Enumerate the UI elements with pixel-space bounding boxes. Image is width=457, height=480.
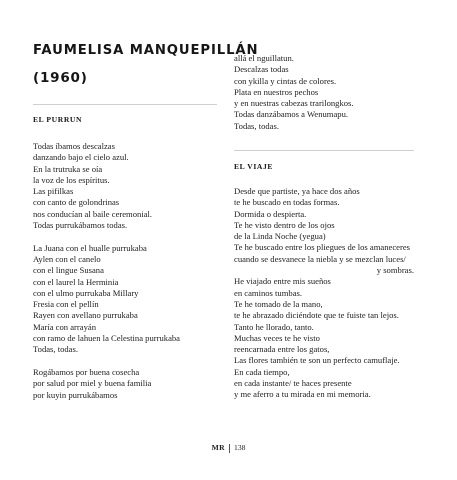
footer-separator [229,444,230,453]
verse-line: Todas purrukábamos todas. [33,220,128,231]
verse-line: en caminos tumbas. [234,287,303,298]
verse-line: reencarnada entre los gatos, [234,344,330,355]
author-name: FAUMELISA MANQUEPILLÁN [33,43,259,58]
verse-line: María con arrayán [33,321,96,332]
verse-line: te he buscado en todas formas. [234,197,340,208]
verse-line: con el ulmo purrukaba Millary [33,287,139,298]
verse-line: Todas íbamos descalzas [33,141,115,151]
verse-line: te he abrazado diciéndote que te fuiste tan lejos. [234,310,399,321]
verse-line: y en nuestras cabezas trarilongkos. [234,98,354,109]
verse-line: con ykilla y cintas de colores. [234,75,337,86]
publication-mark: MR [211,443,226,452]
verse-line: Muchas veces te he visto [234,332,320,343]
verse-line: con el lingue Susana [33,265,104,276]
verse-line: Dormida o despierta. [234,208,307,219]
verse-line: con canto de golondrinas [33,197,120,208]
verse-line: Desde que partiste, ya hace dos años [234,186,360,196]
verse-line: de la Linda Noche (yegua) [234,231,326,242]
verse-line: y sombras. [376,265,414,276]
verse-line: danzando bajo el cielo azul. [33,152,129,163]
poem-el-viaje-text [234,186,414,401]
verse-line: por salud por miel y buena familia [33,378,152,389]
verse-line: en cada instante/ te haces presente [234,378,352,389]
verse-line: Las pifilkas [33,186,74,197]
verse-line: allá el nguillatun. [234,53,294,63]
verse-line: la voz de los espíritus. [33,174,110,185]
verse-line: He viajado entre mis sueños [234,276,331,287]
verse-line: Fresia con el pellín [33,299,99,310]
verse-line: con ramo de lahuen la Celestina purrukaba [33,333,180,344]
verse-line: por kuyin purrukábamos [33,389,118,400]
verse-line: con el laurel la Herminia [33,276,119,287]
section-divider [33,104,217,105]
verse-line: La Juana con el hualle purrukaba [33,242,147,253]
page-footer [0,443,457,453]
verse-line: Te he tomado de la mano, [234,298,323,309]
poem-el-purrun-continued [234,53,414,132]
verse-line: Rogábamos por buena cosecha [33,366,140,377]
verse-line: En la trutruka se oía [33,163,103,174]
verse-line: Te he visto dentro de los ojos [234,219,335,230]
verse-line: Todas, todas. [234,120,279,131]
verse-line: nos conducían al baile ceremonial. [33,208,153,219]
verse-line: Plata en nuestros pechos [234,86,319,97]
verse-line: Tanto he llorado, tanto. [234,321,314,332]
verse-line: En cada tiempo, [234,366,290,377]
verse-line: Descalzas todas [234,64,289,75]
verse-line: Te he buscado entre los pliegues de los amaneceres [234,242,410,253]
author-year: (1960) [33,70,88,86]
page-number: 138 [234,443,246,452]
stanza-break [33,356,217,367]
verse-line: Todas, todas. [33,344,78,355]
poem-el-purrun-text [33,141,217,401]
verse-line: Aylen con el canelo [33,253,101,264]
section-divider [234,150,414,151]
verse-line: cuando se desvanece la niebla y se mezclan luces/ [234,253,406,264]
poem-title-el-viaje: EL VIAJE [234,162,274,171]
verse-line: Rayen con avellano purrukaba [33,310,138,321]
verse-line: Las flores también te son un perfecto camuflaje. [234,355,400,366]
stanza-break [33,231,217,242]
verse-line: y me aferro a tu mirada en mi memoria. [234,389,371,400]
poem-title-el-purrun: EL PURRUN [33,115,83,124]
verse-line: Todas danzábamos a Wenumapu. [234,109,349,120]
